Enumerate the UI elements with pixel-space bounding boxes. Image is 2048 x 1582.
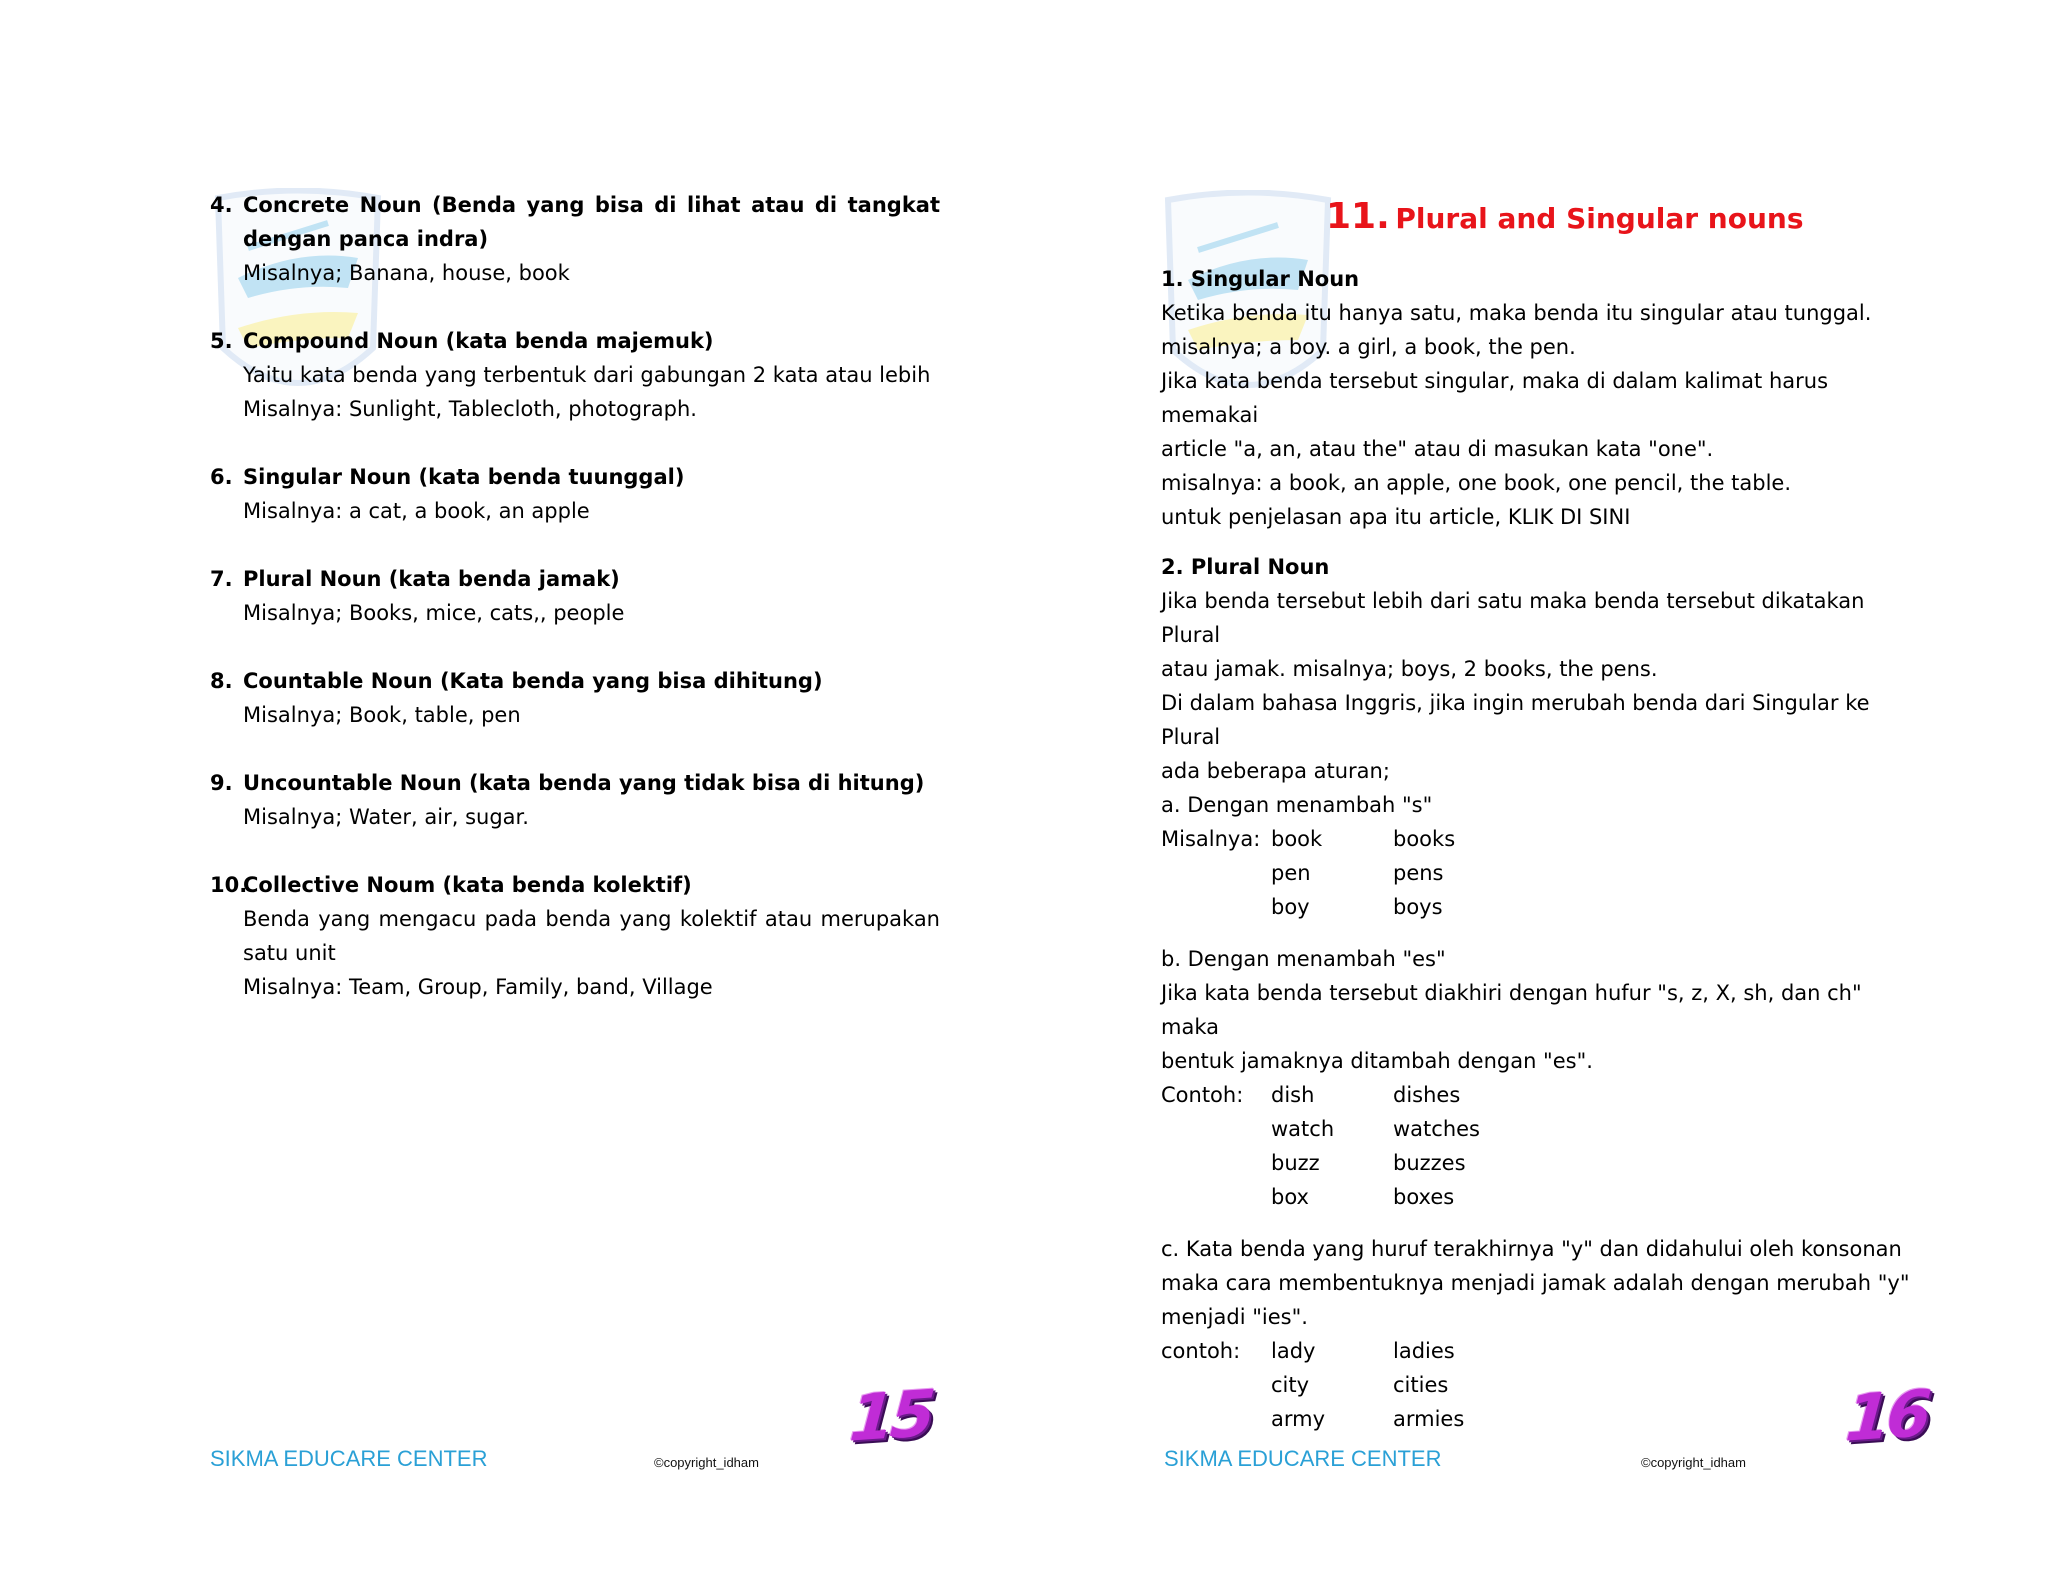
singular-word: lady [1271, 1339, 1316, 1363]
text-line: ada beberapa aturan; [1161, 759, 1390, 783]
list-item [210, 324, 940, 426]
singular-heading: 1. Singular Noun [1161, 267, 1360, 291]
plural-word: books [1393, 827, 1456, 851]
list-item [210, 460, 940, 528]
item-title: Countable Noun (Kata benda yang bisa dihitung) [243, 669, 823, 693]
item-number: 6. [210, 465, 233, 489]
text-line: Di dalam bahasa Inggris, jika ingin merubah benda dari Singular ke Plural [1161, 691, 1870, 749]
list-item [210, 562, 940, 630]
footer-center-name: SIKMA EDUCARE CENTER [1164, 1446, 1442, 1471]
table-row [1161, 890, 1921, 924]
footer-copyright: ©copyright_idham [654, 1455, 759, 1470]
list-item [210, 766, 940, 834]
text-line: bentuk jamaknya ditambah dengan "es". [1161, 1049, 1593, 1073]
example-table-b [1161, 1078, 1921, 1214]
item-number: 8. [210, 669, 233, 693]
example-label: Contoh: [1161, 1083, 1244, 1107]
page-number: 15 [847, 1377, 934, 1457]
example-label: contoh: [1161, 1339, 1241, 1363]
text-line: Jika kata benda tersebut singular, maka di dalam kalimat harus memakai [1161, 369, 1829, 427]
item-title: Compound Noun (kata benda majemuk) [243, 329, 714, 353]
section-heading: Plural and Singular nouns [1395, 202, 1804, 235]
text-line: Jika benda tersebut lebih dari satu maka benda tersebut dikatakan Plural [1161, 589, 1865, 647]
item-line: Misalnya; Book, table, pen [243, 703, 521, 727]
table-row [1161, 1334, 1921, 1368]
singular-word: boy [1271, 895, 1310, 919]
text-line: atau jamak. misalnya; boys, 2 books, the pens. [1161, 657, 1658, 681]
article-link-line[interactable]: untuk penjelasan apa itu article, KLIK DI SINI [1161, 505, 1631, 529]
right-page [1024, 0, 2048, 1582]
plural-word: watches [1393, 1117, 1480, 1141]
example-table-a [1161, 822, 1921, 924]
plural-word: boys [1393, 895, 1443, 919]
section-title [1326, 196, 1804, 237]
example-table-c [1161, 1334, 1921, 1436]
table-row [1161, 856, 1921, 890]
singular-word: book [1271, 827, 1323, 851]
item-title: Plural Noun (kata benda jamak) [243, 567, 620, 591]
table-row [1161, 822, 1921, 856]
item-title: Concrete Noun (Benda yang bisa di lihat atau di tangkat dengan panca indra) [243, 193, 940, 251]
plural-word: pens [1393, 861, 1444, 885]
plural-word: ladies [1393, 1339, 1455, 1363]
text-line: maka cara membentuknya menjadi jamak adalah dengan merubah "y" [1161, 1271, 1910, 1295]
item-line: Misalnya; Books, mice, cats,, people [243, 601, 625, 625]
table-row [1161, 1368, 1921, 1402]
page-number: 16 [1843, 1377, 1930, 1457]
item-line: Misalnya: a cat, a book, an apple [243, 499, 590, 523]
table-row [1161, 1402, 1921, 1436]
text-line: menjadi "ies". [1161, 1305, 1308, 1329]
singular-word: city [1271, 1373, 1310, 1397]
plural-word: boxes [1393, 1185, 1455, 1209]
table-row [1161, 1112, 1921, 1146]
text-line: misalnya: a book, an apple, one book, one pencil, the table. [1161, 471, 1792, 495]
plural-word: dishes [1393, 1083, 1461, 1107]
rule-a-heading: a. Dengan menambah "s" [1161, 793, 1433, 817]
rule-b-heading: b. Dengan menambah "es" [1161, 947, 1446, 971]
text-line: Ketika benda itu hanya satu, maka benda itu singular atau tunggal. [1161, 301, 1872, 325]
item-line: Benda yang mengacu pada benda yang kolektif atau merupakan satu unit [243, 907, 940, 965]
table-row [1161, 1180, 1921, 1214]
singular-word: watch [1271, 1117, 1335, 1141]
item-line: Misalnya: Team, Group, Family, band, Village [243, 975, 713, 999]
section-number: 11. [1326, 196, 1390, 237]
item-number: 7. [210, 567, 233, 591]
singular-word: pen [1271, 861, 1311, 885]
item-line: Misalnya: Sunlight, Tablecloth, photograph. [243, 397, 697, 421]
item-line: Misalnya; Banana, house, book [243, 261, 570, 285]
singular-word: buzz [1271, 1151, 1320, 1175]
list-item [210, 664, 940, 732]
item-title: Collective Noum (kata benda kolektif) [243, 873, 692, 897]
text-line: article "a, an, atau the" atau di masukan kata "one". [1161, 437, 1714, 461]
footer-copyright: ©copyright_idham [1641, 1455, 1746, 1470]
item-number: 10. [210, 873, 248, 897]
singular-word: box [1271, 1185, 1309, 1209]
text-line: Jika kata benda tersebut diakhiri dengan hufur "s, z, X, sh, dan ch" maka [1161, 981, 1862, 1039]
left-content [210, 188, 940, 1038]
text-line: c. Kata benda yang huruf terakhirnya "y" dan didahului oleh konsonan [1161, 1237, 1902, 1261]
table-row [1161, 1146, 1921, 1180]
plural-word: buzzes [1393, 1151, 1466, 1175]
item-number: 4. [210, 193, 233, 217]
table-row [1161, 1078, 1921, 1112]
singular-word: army [1271, 1407, 1326, 1431]
item-number: 5. [210, 329, 233, 353]
example-label: Misalnya: [1161, 827, 1261, 851]
item-line: Misalnya; Water, air, sugar. [243, 805, 529, 829]
item-line: Yaitu kata benda yang terbentuk dari gabungan 2 kata atau lebih [243, 363, 931, 387]
list-item [210, 868, 940, 1004]
plural-word: armies [1393, 1407, 1465, 1431]
text-line: misalnya; a boy. a girl, a book, the pen. [1161, 335, 1576, 359]
item-title: Uncountable Noun (kata benda yang tidak bisa di hitung) [243, 771, 925, 795]
item-number: 9. [210, 771, 233, 795]
list-item [210, 188, 940, 290]
right-content [1161, 262, 1921, 1436]
plural-word: cities [1393, 1373, 1449, 1397]
item-title: Singular Noun (kata benda tuunggal) [243, 465, 685, 489]
singular-word: dish [1271, 1083, 1315, 1107]
plural-heading: 2. Plural Noun [1161, 555, 1330, 579]
footer-center-name: SIKMA EDUCARE CENTER [210, 1446, 488, 1471]
